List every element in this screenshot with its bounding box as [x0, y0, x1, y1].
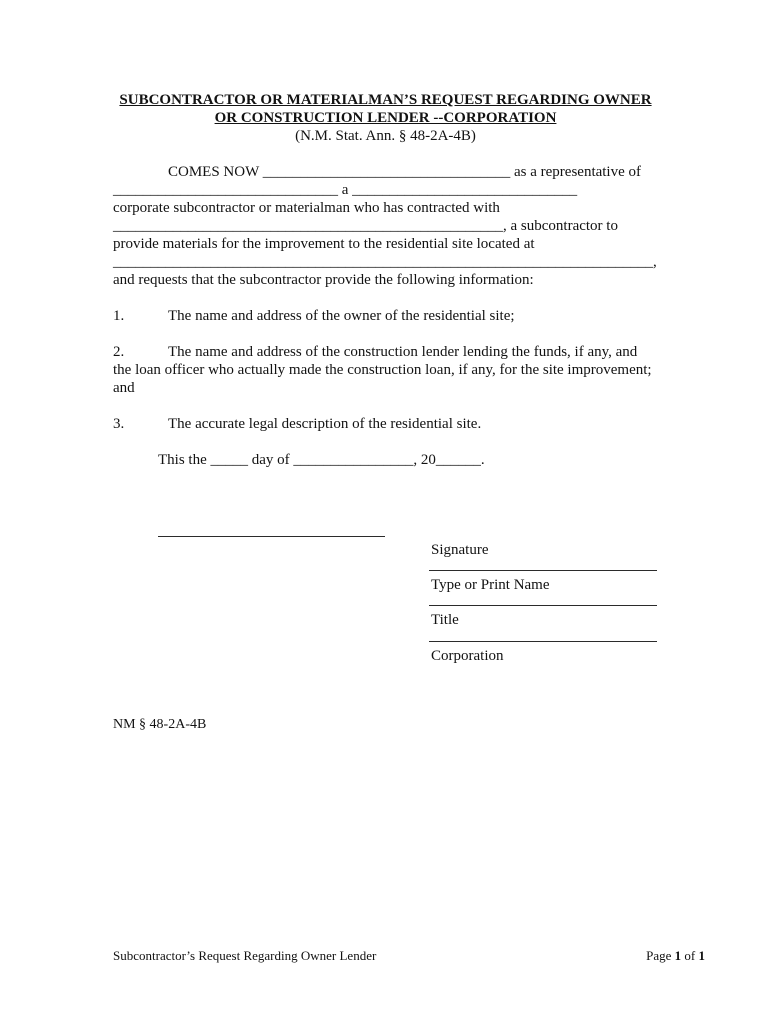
date-line: [113, 451, 658, 469]
item-2-number: 2.: [113, 344, 125, 360]
list-item-2: [113, 343, 658, 397]
type-or-print-name-label: Type or Print Name: [431, 577, 550, 593]
intro-line-6: [113, 253, 658, 271]
footer-page-number: 1: [674, 948, 682, 963]
signature-block: [429, 541, 657, 665]
after-contractor-text: , a subcontractor to: [503, 218, 618, 234]
date-year-prefix: , 20: [413, 452, 436, 468]
page-footer: [113, 948, 705, 964]
blank-entity-name: ______________________________: [352, 182, 578, 198]
corporation-label: Corporation: [431, 648, 504, 664]
title-line-1: [113, 91, 658, 109]
footer-of-label: of: [681, 948, 699, 963]
type-or-print-name-line: [429, 570, 657, 571]
signature-label: Signature: [431, 542, 489, 558]
title-line-2: [113, 109, 658, 127]
after-site-address-text: ,: [653, 254, 657, 270]
document-title: [113, 91, 658, 145]
intro-line-7: and requests that the subcontractor provide the following information:: [113, 272, 534, 288]
a-separator-text: a: [338, 182, 353, 198]
date-period: .: [480, 452, 485, 468]
blank-contractor-name: ____________________________________________________: [113, 218, 503, 234]
list-item-3: [113, 415, 658, 433]
blank-site-address: ________________________________________________________________________: [113, 254, 653, 270]
footer-page-total: 1: [698, 948, 705, 963]
intro-paragraph: [113, 163, 658, 289]
statute-subtitle: (N.M. Stat. Ann. § 48-2A-4B): [295, 128, 476, 144]
item-1-text: The name and address of the owner of the residential site;: [168, 308, 515, 324]
blank-day: _____: [210, 452, 248, 468]
list-item-1: [113, 307, 658, 325]
item-1-number: 1.: [113, 308, 125, 324]
item-2-text: The name and address of the construction lender lending the funds, if any, and the loan officer who actually made the construction loan, if any, for the site improvement; and: [113, 344, 652, 396]
date-middle-text: day of: [248, 452, 294, 468]
footer-page-indicator: [646, 948, 705, 964]
document-body: [0, 0, 770, 469]
blank-month: ________________: [293, 452, 414, 468]
footer-page-label: Page: [646, 948, 675, 963]
title-line: [429, 605, 657, 606]
blank-representative-name: _________________________________: [262, 164, 511, 180]
intro-line-4: [113, 217, 658, 235]
title-line-2-text: OR CONSTRUCTION LENDER --CORPORATION: [214, 110, 557, 126]
item-3-text: The accurate legal description of the residential site.: [168, 416, 482, 432]
item-3-number: 3.: [113, 416, 125, 432]
after-representative-text: as a representative of: [510, 164, 642, 180]
comes-now-text: COMES NOW: [168, 164, 263, 180]
title-line-1-text: SUBCONTRACTOR OR MATERIALMAN’S REQUEST REGARDING OWNER: [119, 92, 652, 108]
intro-line-5: provide materials for the improvement to the residential site located at: [113, 236, 535, 252]
intro-line-2: [113, 181, 658, 199]
blank-year: ______: [435, 452, 481, 468]
footer-document-name: Subcontractor’s Request Regarding Owner Lender: [113, 948, 377, 963]
signature-line: [158, 536, 385, 537]
blank-company-name: ______________________________: [113, 182, 338, 198]
title-label: Title: [431, 612, 459, 628]
date-prefix-text: This the: [158, 452, 211, 468]
intro-line-3: corporate subcontractor or materialman who has contracted with: [113, 200, 500, 216]
corporation-line: [429, 641, 657, 642]
statute-reference: NM § 48-2A-4B: [113, 717, 207, 732]
intro-line-1: [113, 163, 658, 181]
